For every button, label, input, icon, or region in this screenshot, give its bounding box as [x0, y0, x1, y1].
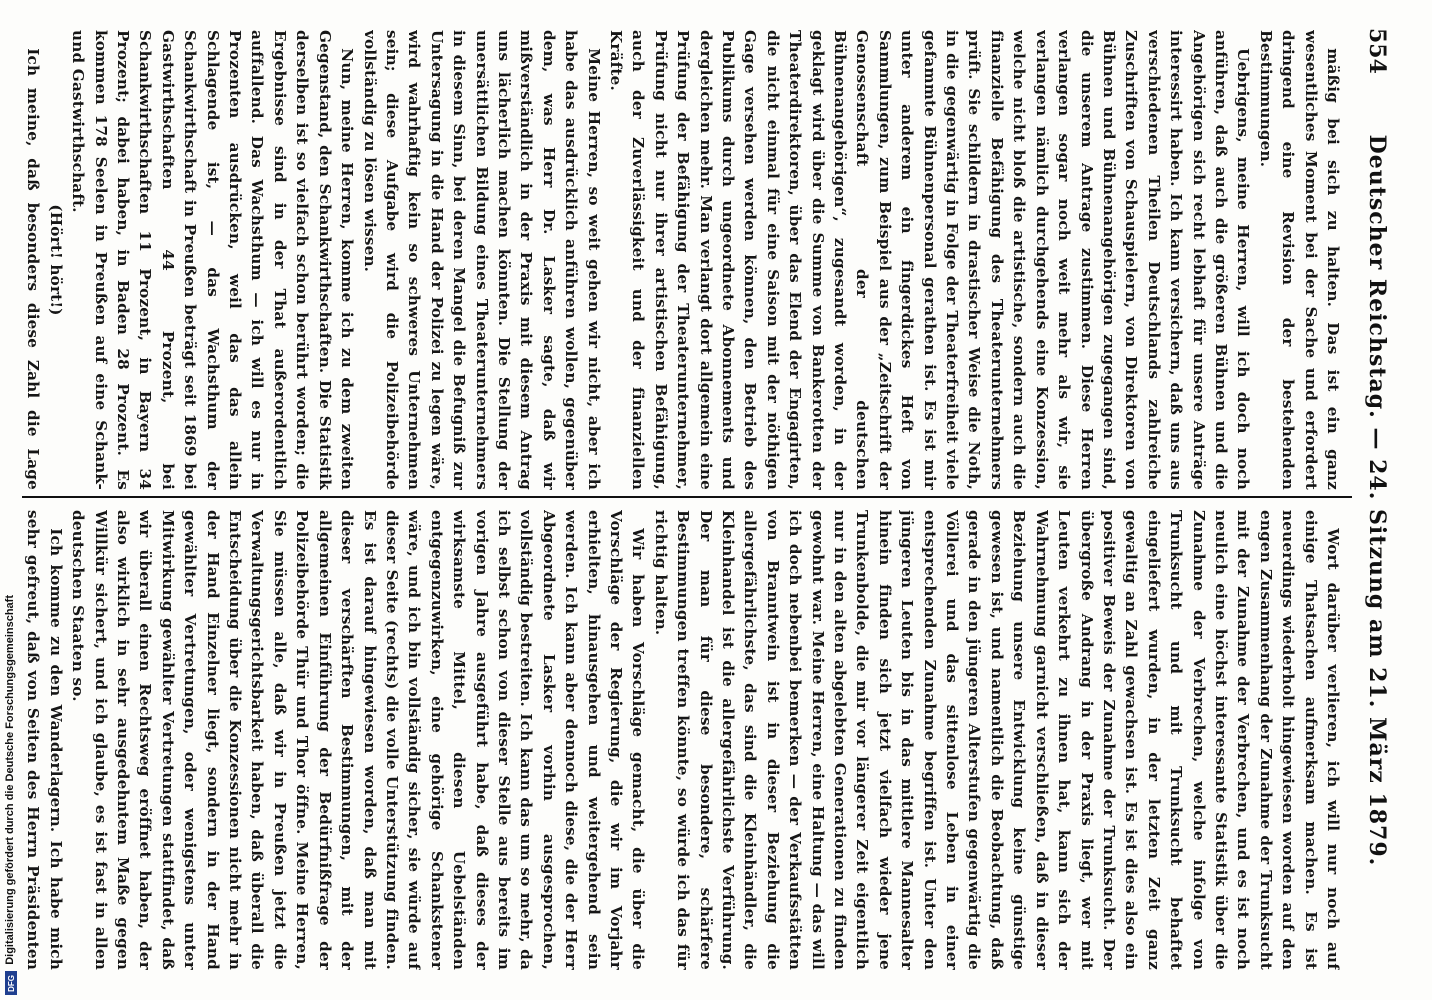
- paragraph: Uebrigens, meine Herren, will ich doch noch anführen, daß auch die größeren Bühnen und die Angehörigen sich recht lebhaft für unsere Anträge interessirt haben. Ich kann versichern, daß uns aus verschiedenen Theilen Deutschlands zahlreiche Zuschriften von Schauspielern, von Direktoren von Bühnen und Bühnenangehörigen zugegangen sind, die unserem Antrage zustimmen. Diese Herren verlangen sogar noch weit mehr als wir, sie verlangen nämlich durchgehends eine Konzession, welche nicht bloß die artistische, sondern auch die finanzielle Befähigung des Theaterunternehmers prüft. Sie schildern in drastischer Weise die Noth, in die gegenwärtig in Folge der Theaterfreiheit viele gefammte Bühnenpersonal gerathen ist. Es ist mir unter anderem ein fingerdickes Heft von Sammlungen, zum Beispiel aus der „Zeitschrift der Genossenschaft der deutschen Bühnenangehörigen“, zugesandt worden, in der geklagt wird über die Summe von Bankerotten der Theaterdirektoren, über das Elend der Engagirten, die nicht einmal für eine Saison mit der nöthigen Gage versehen werden können, den Betrieb des Publikums durch ungeordnete Abonnements und dergleichen mehr. Man verlangt dort allgemein eine Prüfung der Befähigung der Theaterunternehmer, Prüfung nicht nur ihrer artistischen Befähigung, auch der Zuverlässigkeit und der finanziellen Kräfte.: [607, 30, 1253, 490]
- dfg-logo-text: DFG: [6, 974, 16, 992]
- digitization-footer: [4, 20, 18, 995]
- paragraph: Ich komme zu den Wanderlagern. Ich habe mich sehr gefreut, daß von Seiten des Herrn Präsidenten: [24, 510, 65, 970]
- page-header: [1356, 28, 1402, 973]
- page-number: 554: [1364, 28, 1390, 74]
- left-column: [19, 30, 1344, 490]
- header-title: Deutscher Reichstag. — 24. Sitzung am 21. März 1879.: [1364, 134, 1390, 867]
- paragraph: Meine Herren, so weit gehen wir nicht, aber ich habe das ausdrücklich anführen wollen, gegenüber dem, was Herr Dr. Lasker sagte, daß wir mißverständlich in der Praxis mit diesem Antrag uns lächerlich machen könnten. Die Stellung der unersättlichen Bildung eines Theaterunternehmers in diesem Sinn, bei deren Mangel die Befugniß zur Untersagung in die Hand der Polizei zu legen wäre, wird wahrhaftig kein so schweres Unternehmen sein; diese Aufgabe wird die Polizeibehörde vollständig zu lösen wissen.: [360, 30, 603, 490]
- paragraph: Ich meine, daß besonders diese Zahl die Lage: [24, 48, 43, 490]
- footer-credit: Digitalisierung gefördert durch die Deutsche Forschungsgemeinschaft: [4, 595, 16, 965]
- paragraph: Wort darüber verlieren, ich will nur noch auf einige Thatsachen aufmerksam machen. Es ist neuerdings wiederholt hingewiesen worden auf den engen Zusammenhang der Zunahme der Trunksucht mit der Zunahme der Verbrechen, und es ist noch neulich eine höchst interessante Statistik über die Zunahme der Verbrechen, welche infolge von Trunksucht und mit Trunksucht behaftet eingeliefert wurden, in der letzten Zeit ganz gewaltig an Zahl gewachsen ist. Es ist dies also ein positiver Beweis der Zunahme der Trunksucht. Der übergroße Andrang in der Praxis liegt, wer mit Leuten verkehrt zu ihnen hat, kann sich der Wahrnehmung garnicht verschließen, daß in dieser Beziehung unsere Entwicklung keine günstige gewesen ist, und namentlich die Beobachtung, daß gerade in den jüngeren Alterstufen gegenwärtig die Völlerei und das sittenlose Leben in einer entsprechenden Zunahme begriffen ist. Unter den jüngeren Leuten bis in das mittlere Mannesalter hinein finden sich jetzt vielfach wieder jene Trunkenbolde, die mir vor längerer Zeit eigentlich nur in den alten abgelebten Generationen zu finden gewohnt war. Meine Herren, eine Haltung — das will ich doch nebenbei bemerken — der Verkaufsstätten von Branntwein ist in dieser Beziehung die allergefährlichste, das sind die Kleinhändler, die Kleinhandel ist die allergefährlichste Verführung. Der man für diese besondere, schärfere Bestimmungen treffen könnte, so würde ich das für richtig halten.: [651, 510, 1342, 970]
- right-column: [19, 510, 1344, 970]
- paragraph: (Hört! hört!): [46, 204, 65, 316]
- paragraph: Wir haben Vorschläge gemacht, die über die Vorschläge der Regierung, die wir im Vorjahr erhielten, hinausgehen und weitergehend sein werden. Ich kann aber dennoch diese, die der Herr Abgeordnete Lasker vorhin ausgesprochen, vollständig bestreiten. Ich kann das um so mehr, da ich selbst schon von dieser Stelle aus bereits im vorigen Jahre ausgeführt habe, daß dieses der wirksamste Mittel, diesen Uebelständen entgegenzuwirken, eine gehörige Schankstener wäre, und ich bin vollständig sicher, sie würde auf dieser Seite (rechts) die volle Unterstützung finden. Es ist darauf hingewiesen worden, daß man mit dieser verschärften Bestimmungen, mit der allgemeinen Einführung der Bedürfnißfrage der Polizeibehörde Thür und Thor öffne. Meine Herren, Sie müssen alle, daß wir in Preußen jetzt die Verwaltungsgerichtsbarkeit haben, daß überall die Entscheidung über die Konzessionen nicht mehr in der Hand Einzelner liegt, sondern in der Hand gewählter Vertretungen, oder wenigstens unter Mitwirkung gewählter Vertretungen stattfindet, daß wir überall einen Rechtsweg eröffnet haben, der also wirklich in sehr ausgedehntem Maße gegen Willkür sichert, und ich glaube, es ist fast in allen deutschen Staaten so.: [69, 510, 648, 970]
- column-divider: [22, 496, 1352, 498]
- paragraph: Nun, meine Herren, komme ich zu dem zweiten Gegenstand, den Schankwirthschaften. Die Statistik derselben ist so vielfach schon berührt worden; die Ergebnisse sind in der That außerordentlich auffallend. Das Wachsthum — ich will es nur in Prozenten ausdrücken, weil das das allein Schlagende ist, — das Wachsthum der Schankwirthschaft in Preußen beträgt seit 1869 bei Gastwirthschaften 44 Prozent, bei Schankwirthschaften 11 Prozent, in Bayern 34 Prozent; dabei haben, in Baden 28 Prozent. Es kommen 178 Seelen in Preußen auf eine Schank- und Gastwirthschaft.: [69, 30, 357, 490]
- paragraph: mäßig bei sich zu halten. Das ist ein ganz wesentliches Moment bei der Sache und erfordert dringend eine Revision der bestehenden Bestimmungen.: [1256, 30, 1342, 490]
- dfg-logo-icon: [5, 971, 17, 995]
